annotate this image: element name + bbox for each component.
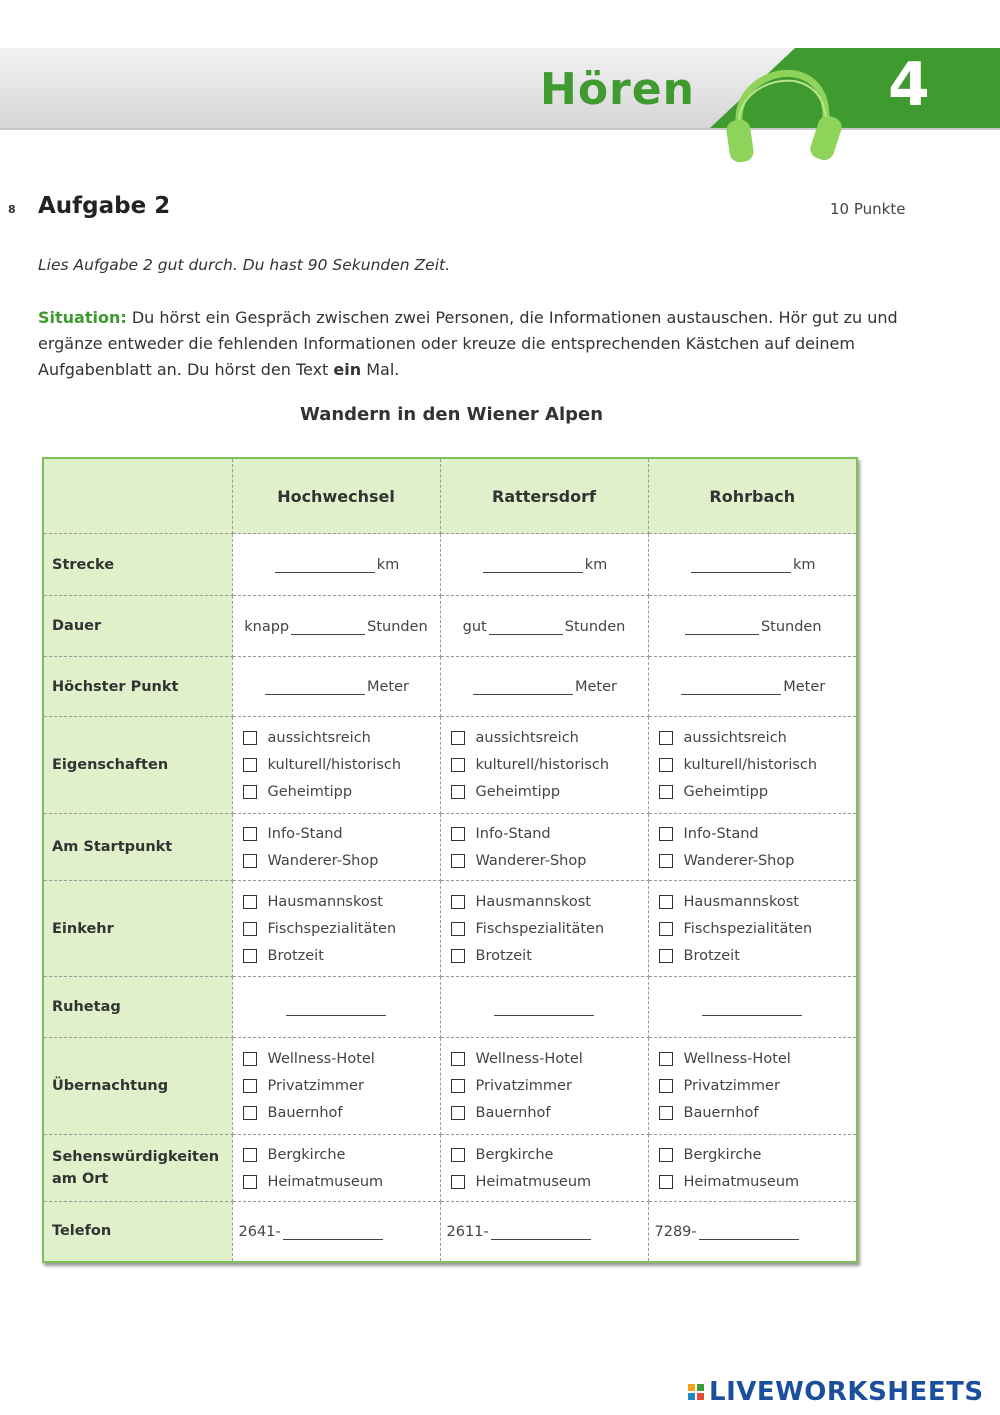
option xyxy=(243,1100,440,1127)
row-einkehr xyxy=(44,881,856,977)
blank-input[interactable] xyxy=(494,999,594,1016)
row-label-sehenswuerdigkeiten xyxy=(44,1135,232,1202)
row-label-dauer: Dauer xyxy=(44,596,232,657)
option xyxy=(451,725,648,752)
row-label-line2: am Ort xyxy=(52,1171,109,1187)
uebernachtung-options xyxy=(441,1046,648,1127)
hoehe-field xyxy=(233,678,440,695)
sehenswuerdigkeiten-options xyxy=(441,1141,648,1195)
checkbox[interactable] xyxy=(451,854,465,868)
logo-text: LIVEWORKSHEETS xyxy=(709,1377,984,1407)
option-label: Bergkirche xyxy=(683,1146,762,1163)
checkbox[interactable] xyxy=(243,854,257,868)
unit-label: km xyxy=(792,557,816,573)
hoehe-field xyxy=(441,678,648,695)
option xyxy=(659,1046,857,1073)
checkbox[interactable] xyxy=(243,758,257,772)
liveworksheets-logo xyxy=(688,1376,984,1408)
situation-part2: Mal. xyxy=(361,360,400,379)
checkbox[interactable] xyxy=(243,731,257,745)
situation-part1: Du hörst ein Gespräch zwischen zwei Personen, die Informationen austauschen. Hör gut zu und ergänze entweder die fehlenden Informationen oder kreuze die entsprechenden Kästchen auf deinem Aufgabenblatt an. Du hörst den Text xyxy=(38,308,898,379)
row-eigenschaften xyxy=(44,717,856,814)
eigenschaften-options xyxy=(441,725,648,806)
row-label-strecke: Strecke xyxy=(44,534,232,596)
row-sehenswuerdigkeiten xyxy=(44,1135,856,1202)
logo-icon xyxy=(688,1384,704,1400)
blank-input[interactable] xyxy=(489,618,563,635)
strecke-field xyxy=(233,556,440,573)
option-label: Heimatmuseum xyxy=(683,1173,800,1190)
uebernachtung-options xyxy=(233,1046,440,1127)
unit-label: Stunden xyxy=(564,618,626,635)
telefon-field xyxy=(441,1223,648,1240)
option-label: Wellness-Hotel xyxy=(683,1051,791,1067)
blank-input[interactable] xyxy=(702,999,802,1016)
option xyxy=(659,1100,857,1127)
column-header-rohrbach: Rohrbach xyxy=(648,459,856,534)
einkehr-options xyxy=(649,888,857,969)
checkbox[interactable] xyxy=(243,1175,257,1189)
option xyxy=(451,847,648,874)
prefix-label: gut xyxy=(462,618,487,635)
blank-input[interactable] xyxy=(265,678,365,695)
row-label-eigenschaften: Eigenschaften xyxy=(44,717,232,814)
option-label: Bauernhof xyxy=(267,1105,343,1121)
option-label: aussichtsreich xyxy=(475,730,579,746)
option xyxy=(659,915,857,942)
row-label-einkehr: Einkehr xyxy=(44,881,232,977)
option xyxy=(451,1046,648,1073)
option-label: Brotzeit xyxy=(267,947,324,964)
chapter-number: 4 xyxy=(888,50,930,120)
option xyxy=(659,752,857,779)
option-label: Wellness-Hotel xyxy=(267,1051,375,1067)
checkbox[interactable] xyxy=(659,895,673,909)
unit-label: km xyxy=(584,557,608,573)
table-header-row xyxy=(44,459,856,534)
blank-input[interactable] xyxy=(699,1223,799,1240)
checkbox[interactable] xyxy=(659,922,673,936)
option-label: Wanderer-Shop xyxy=(475,852,587,869)
phone-prefix: 2641- xyxy=(238,1223,281,1240)
row-startpunkt xyxy=(44,814,856,881)
option xyxy=(659,820,857,847)
option-label: Fischspezialitäten xyxy=(267,920,397,937)
unit-label: Stunden xyxy=(760,618,822,635)
option xyxy=(451,1073,648,1100)
column-header-rattersdorf: Rattersdorf xyxy=(440,459,648,534)
option xyxy=(659,1073,857,1100)
dauer-field xyxy=(441,618,648,635)
row-label-hoechster-punkt: Höchster Punkt xyxy=(44,657,232,717)
option-label: Info-Stand xyxy=(475,825,551,842)
option xyxy=(659,725,857,752)
dauer-field xyxy=(649,618,857,635)
option-label: Wanderer-Shop xyxy=(683,852,795,869)
row-label-uebernachtung: Übernachtung xyxy=(44,1038,232,1135)
option-label: Info-Stand xyxy=(267,825,343,842)
blank-input[interactable] xyxy=(685,618,759,635)
checkbox[interactable] xyxy=(451,731,465,745)
option xyxy=(451,1141,648,1168)
checkbox[interactable] xyxy=(451,922,465,936)
option xyxy=(243,1141,440,1168)
option-label: Bauernhof xyxy=(683,1105,759,1121)
option-label: aussichtsreich xyxy=(267,730,371,746)
einkehr-options xyxy=(233,888,440,969)
task-instruction: Lies Aufgabe 2 gut durch. Du hast 90 Sekunden Zeit. xyxy=(38,256,451,274)
option-label: kulturell/historisch xyxy=(475,757,610,773)
option-label: Geheimtipp xyxy=(475,784,561,800)
option-label: Wanderer-Shop xyxy=(267,852,379,869)
row-label-ruhetag: Ruhetag xyxy=(44,977,232,1038)
dauer-field xyxy=(233,618,440,635)
option-label: Privatzimmer xyxy=(267,1078,364,1094)
option-label: Hausmannskost xyxy=(683,893,799,910)
task-title: Aufgabe 2 xyxy=(38,193,171,219)
ruhetag-field xyxy=(441,999,648,1016)
headphones-icon xyxy=(718,50,848,170)
row-strecke xyxy=(44,534,856,596)
startpunkt-options xyxy=(649,820,857,874)
checkbox[interactable] xyxy=(659,1175,673,1189)
option-label: Heimatmuseum xyxy=(267,1173,384,1190)
option xyxy=(451,1100,648,1127)
ruhetag-field xyxy=(649,999,857,1016)
blank-input[interactable] xyxy=(275,556,375,573)
option xyxy=(243,752,440,779)
checkbox[interactable] xyxy=(243,1148,257,1162)
blank-input[interactable] xyxy=(691,556,791,573)
telefon-field xyxy=(233,1223,440,1240)
checkbox[interactable] xyxy=(451,785,465,799)
chapter-title: Hören xyxy=(540,64,695,115)
row-label-telefon: Telefon xyxy=(44,1202,232,1261)
option xyxy=(451,888,648,915)
unit-label: Meter xyxy=(575,679,617,695)
row-ruhetag xyxy=(44,977,856,1038)
checkbox[interactable] xyxy=(451,1175,465,1189)
checkbox[interactable] xyxy=(451,1079,465,1093)
option xyxy=(451,779,648,806)
blank-input[interactable] xyxy=(291,618,365,635)
sehenswuerdigkeiten-options xyxy=(233,1141,440,1195)
phone-prefix: 2611- xyxy=(446,1223,489,1240)
blank-input[interactable] xyxy=(483,556,583,573)
row-label-startpunkt: Am Startpunkt xyxy=(44,814,232,881)
option xyxy=(243,915,440,942)
option-label: Heimatmuseum xyxy=(475,1173,592,1190)
option xyxy=(243,725,440,752)
blank-input[interactable] xyxy=(681,678,781,695)
situation-label: Situation: xyxy=(38,308,127,327)
option xyxy=(243,820,440,847)
checkbox[interactable] xyxy=(451,1106,465,1120)
option xyxy=(243,847,440,874)
option-label: kulturell/historisch xyxy=(267,757,402,773)
checkbox[interactable] xyxy=(451,895,465,909)
blank-input[interactable] xyxy=(283,1223,383,1240)
checkbox[interactable] xyxy=(659,1106,673,1120)
checkbox[interactable] xyxy=(659,758,673,772)
checkbox[interactable] xyxy=(243,827,257,841)
hiking-table xyxy=(42,457,858,1263)
option-label: aussichtsreich xyxy=(683,730,787,746)
option-label: Wellness-Hotel xyxy=(475,1051,583,1067)
checkbox[interactable] xyxy=(451,758,465,772)
startpunkt-options xyxy=(441,820,648,874)
option xyxy=(451,942,648,969)
option-label: Geheimtipp xyxy=(683,784,769,800)
checkbox[interactable] xyxy=(243,785,257,799)
blank-input[interactable] xyxy=(286,999,386,1016)
row-dauer xyxy=(44,596,856,657)
row-telefon xyxy=(44,1202,856,1261)
option xyxy=(243,888,440,915)
option-label: Bauernhof xyxy=(475,1105,551,1121)
checkbox[interactable] xyxy=(243,1079,257,1093)
option-label: Brotzeit xyxy=(683,947,740,964)
option-label: Hausmannskost xyxy=(475,893,591,910)
checkbox[interactable] xyxy=(659,731,673,745)
option-label: Fischspezialitäten xyxy=(683,920,813,937)
checkbox[interactable] xyxy=(659,1079,673,1093)
checkbox[interactable] xyxy=(243,922,257,936)
option-label: kulturell/historisch xyxy=(683,757,818,773)
option xyxy=(659,847,857,874)
checkbox[interactable] xyxy=(659,949,673,963)
column-header-hochwechsel: Hochwechsel xyxy=(232,459,440,534)
unit-label: Stunden xyxy=(367,618,428,635)
header-empty-cell xyxy=(44,459,232,534)
option-label: Brotzeit xyxy=(475,947,532,964)
option xyxy=(659,1168,857,1195)
unit-label: Meter xyxy=(783,679,826,695)
task-points: 10 Punkte xyxy=(830,200,906,218)
telefon-field xyxy=(649,1223,857,1240)
blank-input[interactable] xyxy=(473,678,573,695)
margin-number: 8 xyxy=(8,203,16,216)
option-label: Bergkirche xyxy=(267,1146,346,1163)
checkbox[interactable] xyxy=(451,1052,465,1066)
hoehe-field xyxy=(649,678,857,695)
sehenswuerdigkeiten-options xyxy=(649,1141,857,1195)
unit-label: km xyxy=(376,557,400,573)
situation-bold: ein xyxy=(333,360,362,379)
option xyxy=(451,915,648,942)
option-label: Info-Stand xyxy=(683,825,759,842)
checkbox[interactable] xyxy=(243,1052,257,1066)
phone-prefix: 7289- xyxy=(654,1223,697,1240)
eigenschaften-options xyxy=(649,725,857,806)
checkbox[interactable] xyxy=(451,1148,465,1162)
checkbox[interactable] xyxy=(243,949,257,963)
unit-label: Meter xyxy=(367,679,409,695)
option xyxy=(659,1141,857,1168)
checkbox[interactable] xyxy=(659,854,673,868)
uebernachtung-options xyxy=(649,1046,857,1127)
chapter-banner xyxy=(0,48,1000,138)
situation-text xyxy=(38,305,898,383)
checkbox[interactable] xyxy=(659,1052,673,1066)
option xyxy=(659,888,857,915)
option-label: Bergkirche xyxy=(475,1146,554,1163)
strecke-field xyxy=(649,556,857,573)
row-uebernachtung xyxy=(44,1038,856,1135)
row-hoechster-punkt xyxy=(44,657,856,717)
row-label-line1: Sehenswürdigkeiten xyxy=(52,1149,220,1165)
checkbox[interactable] xyxy=(451,827,465,841)
ruhetag-field xyxy=(233,999,440,1016)
checkbox[interactable] xyxy=(243,895,257,909)
checkbox[interactable] xyxy=(659,1148,673,1162)
option xyxy=(451,820,648,847)
option xyxy=(243,1168,440,1195)
option xyxy=(451,1168,648,1195)
option xyxy=(243,1046,440,1073)
option xyxy=(659,942,857,969)
strecke-field xyxy=(441,556,648,573)
option-label: Fischspezialitäten xyxy=(475,920,605,937)
startpunkt-options xyxy=(233,820,440,874)
option xyxy=(451,752,648,779)
blank-input[interactable] xyxy=(491,1223,591,1240)
checkbox[interactable] xyxy=(659,785,673,799)
option-label: Hausmannskost xyxy=(267,893,383,910)
option-label: Privatzimmer xyxy=(475,1078,572,1094)
option xyxy=(243,779,440,806)
checkbox[interactable] xyxy=(451,949,465,963)
option xyxy=(659,779,857,806)
option-label: Privatzimmer xyxy=(683,1078,780,1094)
option xyxy=(243,1073,440,1100)
checkbox[interactable] xyxy=(243,1106,257,1120)
prefix-label: knapp xyxy=(244,618,290,635)
option xyxy=(243,942,440,969)
option-label: Geheimtipp xyxy=(267,784,353,800)
table-title: Wandern in den Wiener Alpen xyxy=(300,404,604,425)
checkbox[interactable] xyxy=(659,827,673,841)
eigenschaften-options xyxy=(233,725,440,806)
einkehr-options xyxy=(441,888,648,969)
